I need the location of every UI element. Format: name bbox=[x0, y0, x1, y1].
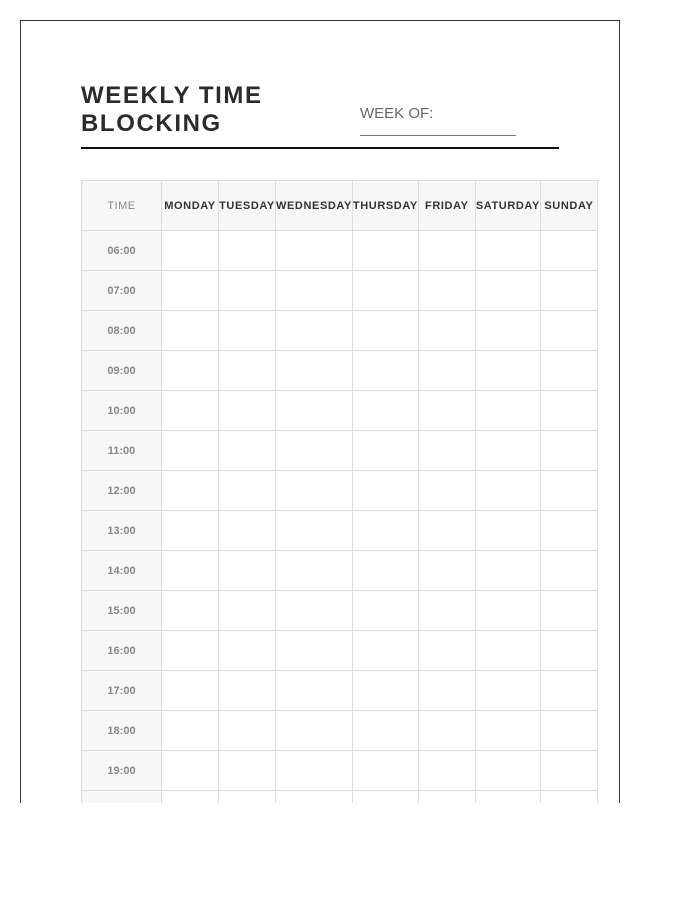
time-block-cell[interactable] bbox=[418, 431, 475, 471]
time-label: 11:00 bbox=[82, 431, 162, 471]
time-block-cell[interactable] bbox=[352, 231, 418, 271]
time-block-cell[interactable] bbox=[418, 231, 475, 271]
time-label: 10:00 bbox=[82, 391, 162, 431]
time-block-cell[interactable] bbox=[475, 511, 540, 551]
time-block-cell[interactable] bbox=[162, 471, 219, 511]
time-block-cell[interactable] bbox=[540, 311, 597, 351]
time-label: 07:00 bbox=[82, 271, 162, 311]
day-header-sunday: SUNDAY bbox=[540, 181, 597, 231]
time-block-cell[interactable] bbox=[540, 791, 597, 804]
time-block-cell[interactable] bbox=[475, 711, 540, 751]
time-block-cell[interactable] bbox=[418, 671, 475, 711]
time-block-cell[interactable] bbox=[162, 711, 219, 751]
time-block-cell[interactable] bbox=[475, 391, 540, 431]
time-block-cell[interactable] bbox=[162, 671, 219, 711]
time-block-cell[interactable] bbox=[162, 231, 219, 271]
time-block-cell[interactable] bbox=[475, 591, 540, 631]
time-label: 08:00 bbox=[82, 311, 162, 351]
time-row bbox=[82, 671, 598, 711]
time-row bbox=[82, 791, 598, 804]
time-row bbox=[82, 511, 598, 551]
time-block-cell[interactable] bbox=[352, 591, 418, 631]
time-block-cell[interactable] bbox=[475, 311, 540, 351]
time-block-grid bbox=[81, 180, 598, 803]
time-block-cell[interactable] bbox=[276, 271, 353, 311]
time-block-cell[interactable] bbox=[219, 471, 276, 511]
time-block-cell[interactable] bbox=[475, 751, 540, 791]
time-block-cell[interactable] bbox=[352, 671, 418, 711]
time-row bbox=[82, 231, 598, 271]
time-block-cell[interactable] bbox=[219, 391, 276, 431]
time-block-cell[interactable] bbox=[276, 751, 353, 791]
time-block-cell[interactable] bbox=[540, 631, 597, 671]
time-block-cell[interactable] bbox=[352, 391, 418, 431]
time-block-cell[interactable] bbox=[540, 671, 597, 711]
title-line-2: BLOCKING bbox=[81, 110, 222, 137]
time-label: 17:00 bbox=[82, 671, 162, 711]
day-header-monday: MONDAY bbox=[162, 181, 219, 231]
time-block-cell[interactable] bbox=[418, 511, 475, 551]
time-block-cell[interactable] bbox=[540, 351, 597, 391]
day-header-friday: FRIDAY bbox=[418, 181, 475, 231]
time-label: 06:00 bbox=[82, 231, 162, 271]
time-block-cell[interactable] bbox=[418, 271, 475, 311]
time-block-cell[interactable] bbox=[219, 271, 276, 311]
time-block-cell[interactable] bbox=[475, 231, 540, 271]
time-label: 19:00 bbox=[82, 751, 162, 791]
time-block-cell[interactable] bbox=[162, 431, 219, 471]
time-label: 09:00 bbox=[82, 351, 162, 391]
time-block-cell[interactable] bbox=[276, 671, 353, 711]
time-block-cell[interactable] bbox=[540, 391, 597, 431]
time-block-cell[interactable] bbox=[276, 311, 353, 351]
time-block-cell[interactable] bbox=[352, 271, 418, 311]
time-block-cell[interactable] bbox=[352, 751, 418, 791]
time-block-cell[interactable] bbox=[418, 311, 475, 351]
time-block-cell[interactable] bbox=[540, 431, 597, 471]
time-block-cell[interactable] bbox=[475, 671, 540, 711]
time-block-cell[interactable] bbox=[352, 431, 418, 471]
day-header-saturday: SATURDAY bbox=[475, 181, 540, 231]
time-block-cell[interactable] bbox=[162, 791, 219, 804]
time-block-cell[interactable] bbox=[276, 231, 353, 271]
time-block-cell[interactable] bbox=[418, 551, 475, 591]
time-block-cell[interactable] bbox=[219, 711, 276, 751]
time-block-cell[interactable] bbox=[475, 631, 540, 671]
time-block-cell[interactable] bbox=[219, 431, 276, 471]
time-row bbox=[82, 431, 598, 471]
time-block-cell[interactable] bbox=[162, 751, 219, 791]
day-header-tuesday: TUESDAY bbox=[219, 181, 276, 231]
title-line-1: WEEKLY TIME bbox=[81, 82, 263, 109]
time-block-cell[interactable] bbox=[162, 351, 219, 391]
time-label: 13:00 bbox=[82, 511, 162, 551]
time-block-cell[interactable] bbox=[352, 511, 418, 551]
time-block-cell[interactable] bbox=[352, 311, 418, 351]
time-row bbox=[82, 551, 598, 591]
time-column-header: TIME bbox=[82, 181, 162, 231]
time-block-cell[interactable] bbox=[418, 711, 475, 751]
time-block-cell[interactable] bbox=[219, 751, 276, 791]
time-block-cell[interactable] bbox=[540, 591, 597, 631]
time-block-cell[interactable] bbox=[219, 631, 276, 671]
time-block-cell[interactable] bbox=[540, 511, 597, 551]
time-block-cell[interactable] bbox=[475, 791, 540, 804]
time-block-cell[interactable] bbox=[162, 271, 219, 311]
time-block-cell[interactable] bbox=[418, 591, 475, 631]
time-block-cell[interactable] bbox=[418, 351, 475, 391]
time-block-cell[interactable] bbox=[219, 551, 276, 591]
page-title bbox=[81, 82, 263, 138]
time-block-cell[interactable] bbox=[540, 751, 597, 791]
time-row bbox=[82, 591, 598, 631]
time-block-cell[interactable] bbox=[540, 711, 597, 751]
time-block-cell[interactable] bbox=[352, 351, 418, 391]
time-label bbox=[82, 791, 162, 804]
time-block-cell[interactable] bbox=[418, 471, 475, 511]
time-block-cell[interactable] bbox=[162, 511, 219, 551]
time-block-cell[interactable] bbox=[540, 471, 597, 511]
time-row bbox=[82, 311, 598, 351]
time-block-cell[interactable] bbox=[276, 591, 353, 631]
time-block-cell[interactable] bbox=[475, 551, 540, 591]
time-block-cell[interactable] bbox=[162, 391, 219, 431]
time-row bbox=[82, 751, 598, 791]
time-label: 15:00 bbox=[82, 591, 162, 631]
time-block-cell[interactable] bbox=[276, 551, 353, 591]
time-label: 16:00 bbox=[82, 631, 162, 671]
time-block-cell[interactable] bbox=[162, 631, 219, 671]
time-block-cell[interactable] bbox=[219, 311, 276, 351]
time-block-cell[interactable] bbox=[162, 311, 219, 351]
time-block-cell[interactable] bbox=[276, 631, 353, 671]
time-block-cell[interactable] bbox=[219, 351, 276, 391]
time-block-cell[interactable] bbox=[540, 231, 597, 271]
time-block-cell[interactable] bbox=[276, 791, 353, 804]
time-row bbox=[82, 351, 598, 391]
time-block-cell[interactable] bbox=[219, 671, 276, 711]
time-label: 14:00 bbox=[82, 551, 162, 591]
week-of-label: WEEK OF: bbox=[360, 105, 434, 122]
time-block-cell[interactable] bbox=[475, 351, 540, 391]
time-block-cell[interactable] bbox=[540, 271, 597, 311]
time-block-cell[interactable] bbox=[276, 351, 353, 391]
header-row bbox=[82, 181, 598, 231]
time-block-cell[interactable] bbox=[219, 511, 276, 551]
time-block-cell[interactable] bbox=[475, 471, 540, 511]
planner-page bbox=[20, 20, 620, 803]
time-block-cell[interactable] bbox=[540, 551, 597, 591]
time-row bbox=[82, 631, 598, 671]
time-block-cell[interactable] bbox=[276, 471, 353, 511]
time-block-cell[interactable] bbox=[219, 231, 276, 271]
day-header-thursday: THURSDAY bbox=[352, 181, 418, 231]
time-row bbox=[82, 391, 598, 431]
time-block-cell[interactable] bbox=[418, 751, 475, 791]
time-block-cell[interactable] bbox=[276, 711, 353, 751]
time-block-cell[interactable] bbox=[162, 591, 219, 631]
time-block-cell[interactable] bbox=[475, 271, 540, 311]
time-block-cell[interactable] bbox=[418, 631, 475, 671]
time-block-cell[interactable] bbox=[162, 551, 219, 591]
time-row bbox=[82, 271, 598, 311]
time-block-cell[interactable] bbox=[219, 791, 276, 804]
time-row bbox=[82, 711, 598, 751]
time-block-cell[interactable] bbox=[276, 391, 353, 431]
time-row bbox=[82, 471, 598, 511]
time-block-cell[interactable] bbox=[276, 511, 353, 551]
time-block-cell[interactable] bbox=[352, 631, 418, 671]
time-block-cell[interactable] bbox=[219, 591, 276, 631]
time-block-cell[interactable] bbox=[475, 431, 540, 471]
time-block-cell[interactable] bbox=[352, 551, 418, 591]
time-block-cell[interactable] bbox=[418, 791, 475, 804]
time-block-cell[interactable] bbox=[352, 791, 418, 804]
day-header-wednesday: WEDNESDAY bbox=[276, 181, 353, 231]
week-of-field[interactable] bbox=[360, 135, 516, 136]
time-block-cell[interactable] bbox=[352, 471, 418, 511]
time-label: 18:00 bbox=[82, 711, 162, 751]
time-block-cell[interactable] bbox=[276, 431, 353, 471]
time-block-cell[interactable] bbox=[418, 391, 475, 431]
time-block-cell[interactable] bbox=[352, 711, 418, 751]
time-label: 12:00 bbox=[82, 471, 162, 511]
header-divider bbox=[81, 147, 559, 149]
